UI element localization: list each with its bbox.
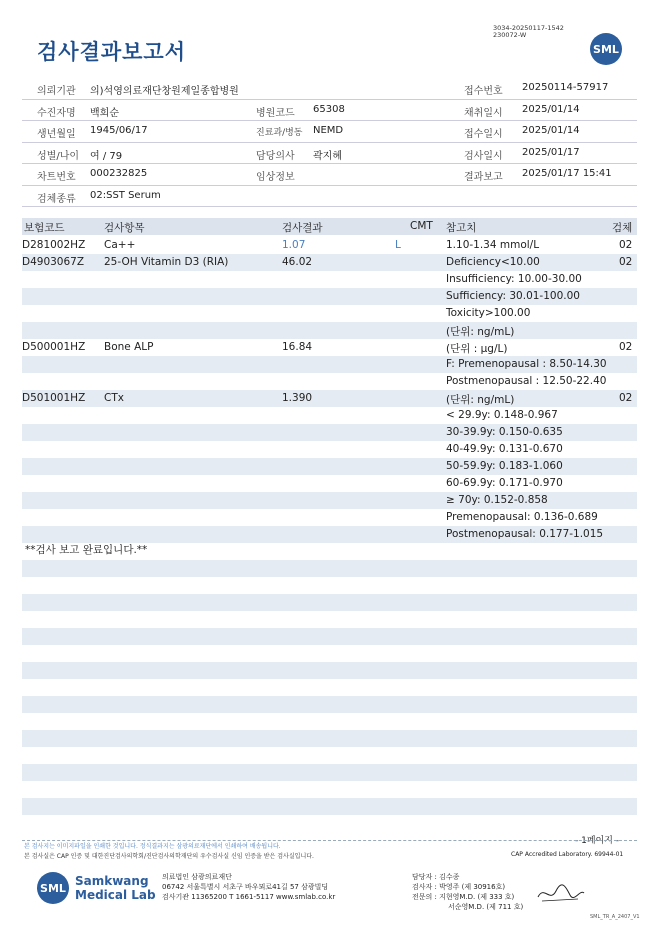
cell-ref: Sufficiency: 30.01-100.00	[446, 290, 580, 302]
form-version: SML_TR_A_2407_V1	[590, 914, 640, 920]
cell-item: CTx	[104, 392, 124, 404]
table-row	[22, 305, 637, 322]
lab-address: 의료법인 삼광의료재단 06742 서울특별시 서초구 바우뫼로41길 57 삼광빌딩 검사기관 11365200 T 1661-5117 www.smlab.co.kr	[162, 873, 336, 901]
info-row: 수진자명 백희순 병원코드 65308 채취일시 2025/01/14	[22, 100, 637, 122]
signature-icon	[536, 881, 586, 905]
cell-ref: < 29.9y: 0.148-0.967	[446, 409, 558, 421]
cell-ref: 60-69.9y: 0.171-0.970	[446, 477, 563, 489]
table-row	[22, 237, 637, 254]
cell-ref: 40-49.9y: 0.131-0.670	[446, 443, 563, 455]
row-stripe	[22, 747, 637, 764]
table-row	[22, 288, 637, 305]
cell-ref: (단위: ng/mL)	[446, 394, 515, 406]
completion-note: **검사 보고 완료입니다.**	[25, 544, 148, 556]
cell-ref: Insufficiency: 10.00-30.00	[446, 273, 582, 285]
cell-ref: Toxicity>100.00	[446, 307, 531, 319]
cap-accreditation: CAP Accredited Laboratory. 69944-01	[511, 851, 624, 858]
cell-item: 25-OH Vitamin D3 (RIA)	[104, 256, 229, 268]
cell-spec: 02	[619, 392, 633, 404]
cell-ref: F: Premenopausal : 8.50-14.30	[446, 358, 607, 370]
row-stripe	[22, 560, 637, 577]
footer-note-print: 본 검사지는 이미지파일을 인쇄한 것입니다. 정식결과지는 삼광의료재단에서 인쇄하여 배송됩니다.	[24, 843, 281, 850]
cell-spec: 02	[619, 256, 633, 268]
row-stripe	[22, 798, 637, 815]
table-row	[22, 424, 637, 441]
info-row: 생년월일 1945/06/17 진료과/병동 NEMD 접수일시 2025/01/14	[22, 121, 637, 143]
cell-code: D4903067Z	[22, 256, 85, 268]
cell-cmt: L	[395, 239, 401, 251]
table-row	[22, 356, 637, 373]
row-stripe	[22, 662, 637, 679]
birth-date: 1945/06/17	[90, 125, 148, 136]
table-row	[22, 475, 637, 492]
staff-list: 담당자 : 김수종 검사자 : 박영주 (제 30916호) 전문의 : 지현영M.D. (제 333 호) 서순영M.D. (제 711 호)	[412, 873, 524, 911]
cell-ref: Deficiency<10.00	[446, 256, 540, 268]
table-row	[22, 254, 637, 271]
receipt-date: 2025/01/14	[522, 125, 580, 136]
sml-logo-bottom: SML	[37, 872, 69, 904]
cell-item: Ca++	[104, 239, 136, 251]
physician: 곽지혜	[313, 150, 342, 162]
table-row	[22, 509, 637, 526]
brand-name: Samkwang Medical Lab	[75, 874, 156, 902]
cell-spec: 02	[619, 341, 633, 353]
row-stripe	[22, 679, 637, 696]
cell-code: D281002HZ	[22, 239, 86, 251]
table-row	[22, 458, 637, 475]
cell-result: 16.84	[282, 341, 313, 353]
cell-ref: ≥ 70y: 0.152-0.858	[446, 494, 548, 506]
hospital-code: 65308	[313, 103, 345, 115]
cell-code: D501001HZ	[22, 392, 86, 404]
collection-date: 2025/01/14	[522, 103, 580, 115]
cell-ref: Postmenopausal : 12.50-22.40	[446, 375, 607, 387]
row-stripe	[22, 730, 637, 747]
results-header: 보험코드 검사항목 검사결과 CMT 참고치 검체	[22, 218, 637, 235]
specimen-type: 02:SST Serum	[90, 189, 161, 201]
cell-ref: (단위: ng/mL)	[446, 326, 515, 338]
table-row	[22, 271, 637, 288]
table-row	[22, 390, 637, 407]
test-date: 2025/01/17	[522, 146, 580, 158]
row-stripe	[22, 764, 637, 781]
cell-result: 1.07	[282, 239, 306, 251]
report-title: 검사결과보고서	[37, 40, 187, 64]
sex-age: 여 / 79	[90, 150, 123, 162]
row-stripe	[22, 628, 637, 645]
requesting-institution: 의)석영의료재단창원제일종합병원	[90, 86, 239, 97]
row-stripe	[22, 696, 637, 713]
department: NEMD	[313, 125, 344, 136]
results-table	[22, 237, 637, 543]
table-row	[22, 322, 637, 339]
row-stripe	[22, 815, 637, 832]
table-row	[22, 339, 637, 356]
row-stripe	[22, 577, 637, 594]
footer-note-cap: 본 검사실은 CAP 인증 및 대한진단검사의학회/진단검사의학재단의 우수검사실 신임 인증을 받은 검사실입니다.	[24, 853, 314, 860]
accession-number: 20250114-57917	[522, 82, 609, 93]
cell-ref: Postmenopausal: 0.177-1.015	[446, 528, 604, 540]
cell-spec: 02	[619, 239, 633, 251]
info-row: 차트번호 000232825 임상정보 결과보고 2025/01/17 15:41	[22, 164, 637, 186]
patient-info-table	[22, 78, 637, 207]
cell-ref: (단위 : μg/L)	[446, 343, 508, 355]
cell-ref: 30-39.9y: 0.150-0.635	[446, 426, 563, 438]
table-row	[22, 492, 637, 509]
cell-ref: 1.10-1.34 mmol/L	[446, 239, 540, 251]
cell-result: 1.390	[282, 392, 313, 404]
info-row: 검체종류 02:SST Serum	[22, 186, 637, 208]
page-number: - 1페이지 -	[575, 836, 620, 846]
cell-code: D500001HZ	[22, 341, 86, 353]
table-row	[22, 441, 637, 458]
chart-number: 000232825	[90, 168, 148, 179]
info-row: 의뢰기관 의)석영의료재단창원제일종합병원 접수번호 20250114-57917	[22, 78, 637, 100]
cell-item: Bone ALP	[104, 341, 154, 353]
report-datetime: 2025/01/17 15:41	[522, 168, 612, 179]
cell-ref: Premenopausal: 0.136-0.689	[446, 511, 598, 523]
info-row: 성별/나이 여 / 79 담당의사 곽지혜 검사일시 2025/01/17	[22, 143, 637, 165]
row-stripe	[22, 611, 637, 628]
table-row	[22, 526, 637, 543]
table-row	[22, 407, 637, 424]
row-stripe	[22, 781, 637, 798]
document-id: 3034-20250117-1542 230072-W	[493, 24, 564, 39]
patient-name: 백희순	[90, 107, 119, 119]
cell-ref: 50-59.9y: 0.183-1.060	[446, 460, 563, 472]
row-stripe	[22, 713, 637, 730]
table-row	[22, 373, 637, 390]
row-stripe	[22, 645, 637, 662]
cell-result: 46.02	[282, 256, 313, 268]
sml-logo: SML	[590, 33, 622, 65]
row-stripe	[22, 594, 637, 611]
